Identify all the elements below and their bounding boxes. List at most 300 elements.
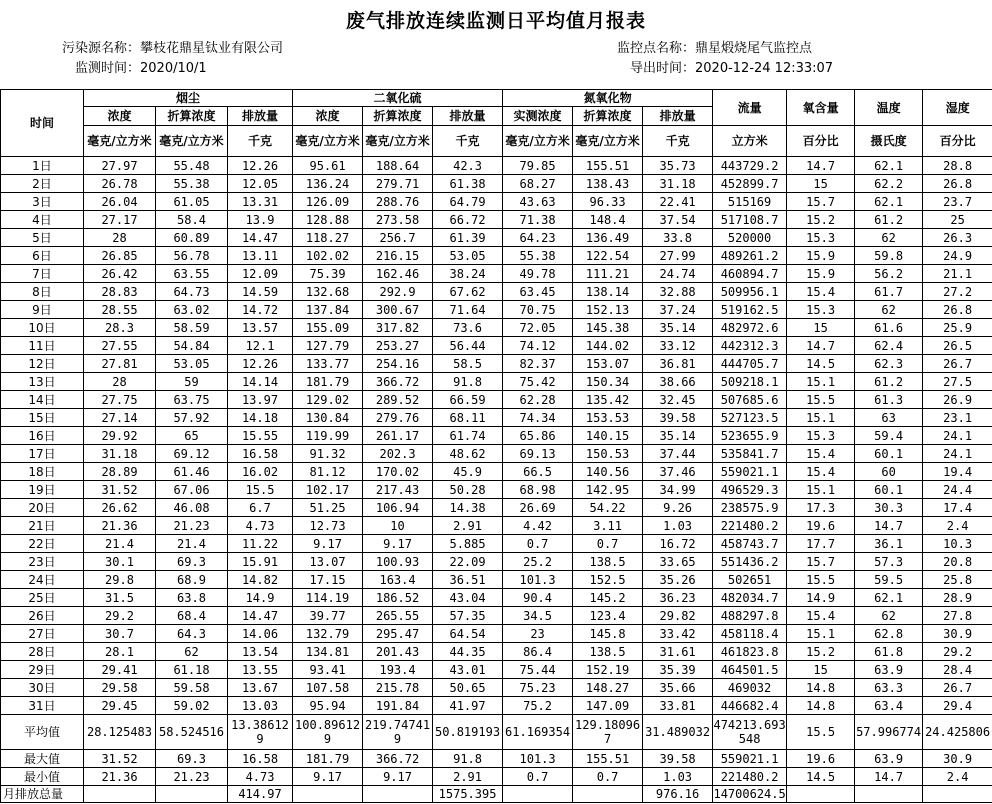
table-cell: 29.58 bbox=[84, 679, 156, 697]
table-cell: 34.99 bbox=[643, 481, 713, 499]
table-cell: 461823.8 bbox=[713, 643, 787, 661]
table-cell: 13.31 bbox=[228, 193, 293, 211]
table-cell: 64.73 bbox=[156, 283, 228, 301]
table-cell: 148.4 bbox=[573, 211, 643, 229]
table-cell: 63.02 bbox=[156, 301, 228, 319]
monitor-point-label: 监控点名称： bbox=[616, 41, 695, 56]
table-cell: 217.43 bbox=[363, 481, 433, 499]
table-cell: 68.11 bbox=[433, 409, 503, 427]
table-cell: 28.1 bbox=[84, 643, 156, 661]
table-cell: 519162.5 bbox=[713, 301, 787, 319]
table-cell: 69.3 bbox=[156, 553, 228, 571]
table-cell: 14.5 bbox=[787, 768, 855, 786]
table-cell: 22.09 bbox=[433, 553, 503, 571]
table-cell: 55.38 bbox=[156, 175, 228, 193]
header-oxygen: 氧含量 bbox=[787, 90, 855, 126]
table-cell: 14.06 bbox=[228, 625, 293, 643]
table-cell: 100.896129 bbox=[293, 715, 363, 750]
header-unit: 百分比 bbox=[923, 126, 992, 157]
table-cell: 49.78 bbox=[503, 265, 573, 283]
export-time-info bbox=[607, 57, 833, 76]
table-cell: 28.8 bbox=[923, 157, 992, 175]
table-cell: 60.89 bbox=[156, 229, 228, 247]
table-row bbox=[1, 427, 992, 445]
table-cell: 2.4 bbox=[923, 517, 992, 535]
table-cell: 28.9 bbox=[923, 589, 992, 607]
table-cell: 46.08 bbox=[156, 499, 228, 517]
table-cell: 33.12 bbox=[643, 337, 713, 355]
table-cell: 27.5 bbox=[923, 373, 992, 391]
table-cell: 21.36 bbox=[84, 517, 156, 535]
row-label: 3日 bbox=[1, 193, 84, 211]
table-cell: 122.54 bbox=[573, 247, 643, 265]
table-cell: 507685.6 bbox=[713, 391, 787, 409]
row-label: 17日 bbox=[1, 445, 84, 463]
table-cell: 27.8 bbox=[923, 607, 992, 625]
table-cell bbox=[855, 786, 923, 803]
table-cell: 15.5 bbox=[787, 571, 855, 589]
table-cell: 59.58 bbox=[156, 679, 228, 697]
row-label: 7日 bbox=[1, 265, 84, 283]
table-row bbox=[1, 229, 992, 247]
table-cell: 56.44 bbox=[433, 337, 503, 355]
table-row bbox=[1, 499, 992, 517]
table-cell: 136.24 bbox=[293, 175, 363, 193]
table-cell: 23.7 bbox=[923, 193, 992, 211]
table-cell: 27.55 bbox=[84, 337, 156, 355]
header-sub: 排放量 bbox=[433, 107, 503, 126]
table-cell: 14.82 bbox=[228, 571, 293, 589]
table-cell: 10 bbox=[363, 517, 433, 535]
table-row bbox=[1, 391, 992, 409]
row-label: 14日 bbox=[1, 391, 84, 409]
table-cell: 45.9 bbox=[433, 463, 503, 481]
row-label: 24日 bbox=[1, 571, 84, 589]
table-cell: 452899.7 bbox=[713, 175, 787, 193]
table-cell: 12.05 bbox=[228, 175, 293, 193]
table-cell: 17.4 bbox=[923, 499, 992, 517]
table-cell: 34.5 bbox=[503, 607, 573, 625]
table-cell: 25.9 bbox=[923, 319, 992, 337]
table-cell: 43.01 bbox=[433, 661, 503, 679]
table-cell: 153.53 bbox=[573, 409, 643, 427]
table-cell: 54.84 bbox=[156, 337, 228, 355]
table-cell: 31.5 bbox=[84, 589, 156, 607]
table-cell: 16.58 bbox=[228, 750, 293, 768]
table-row bbox=[1, 337, 992, 355]
table-cell: 16.58 bbox=[228, 445, 293, 463]
table-cell: 186.52 bbox=[363, 589, 433, 607]
table-cell: 27.97 bbox=[84, 157, 156, 175]
table-cell: 28.55 bbox=[84, 301, 156, 319]
table-row bbox=[1, 553, 992, 571]
table-cell: 261.17 bbox=[363, 427, 433, 445]
table-cell: 30.9 bbox=[923, 625, 992, 643]
table-cell: 23.1 bbox=[923, 409, 992, 427]
table-cell: 61.3 bbox=[855, 391, 923, 409]
table-cell: 63.4 bbox=[855, 697, 923, 715]
table-cell: 15.9 bbox=[787, 265, 855, 283]
table-cell: 60.1 bbox=[855, 445, 923, 463]
table-cell: 15.4 bbox=[787, 463, 855, 481]
table-cell: 559021.1 bbox=[713, 750, 787, 768]
table-cell: 9.17 bbox=[293, 535, 363, 553]
header-unit: 百分比 bbox=[787, 126, 855, 157]
table-cell: 12.26 bbox=[228, 355, 293, 373]
table-cell: 58.59 bbox=[156, 319, 228, 337]
table-cell: 138.14 bbox=[573, 283, 643, 301]
table-cell: 181.79 bbox=[293, 750, 363, 768]
header-unit: 毫克/立方米 bbox=[84, 126, 156, 157]
table-cell: 95.61 bbox=[293, 157, 363, 175]
table-cell: 118.27 bbox=[293, 229, 363, 247]
table-cell: 35.14 bbox=[643, 427, 713, 445]
min-row bbox=[1, 768, 992, 786]
table-cell: 366.72 bbox=[363, 750, 433, 768]
row-label: 6日 bbox=[1, 247, 84, 265]
monitor-time-info bbox=[52, 57, 207, 76]
table-cell: 15.5 bbox=[228, 481, 293, 499]
table-cell: 114.19 bbox=[293, 589, 363, 607]
table-cell: 29.2 bbox=[84, 607, 156, 625]
table-cell: 15.2 bbox=[787, 643, 855, 661]
table-cell: 13.03 bbox=[228, 697, 293, 715]
header-time: 时间 bbox=[1, 90, 84, 157]
row-label: 9日 bbox=[1, 301, 84, 319]
table-cell: 93.41 bbox=[293, 661, 363, 679]
table-cell: 50.65 bbox=[433, 679, 503, 697]
table-cell: 15.7 bbox=[787, 193, 855, 211]
table-cell: 136.49 bbox=[573, 229, 643, 247]
table-cell: 96.33 bbox=[573, 193, 643, 211]
table-cell: 482034.7 bbox=[713, 589, 787, 607]
table-cell: 123.4 bbox=[573, 607, 643, 625]
table-cell: 292.9 bbox=[363, 283, 433, 301]
table-cell: 1.03 bbox=[643, 517, 713, 535]
table-cell: 111.21 bbox=[573, 265, 643, 283]
table-cell: 68.9 bbox=[156, 571, 228, 589]
table-cell: 30.7 bbox=[84, 625, 156, 643]
table-cell: 58.4 bbox=[156, 211, 228, 229]
table-cell: 13.07 bbox=[293, 553, 363, 571]
table-cell: 13.67 bbox=[228, 679, 293, 697]
table-cell: 26.9 bbox=[923, 391, 992, 409]
table-cell: 63 bbox=[855, 409, 923, 427]
table-cell: 279.71 bbox=[363, 175, 433, 193]
table-row bbox=[1, 301, 992, 319]
table-cell: 106.94 bbox=[363, 499, 433, 517]
table-cell: 551436.2 bbox=[713, 553, 787, 571]
table-cell: 317.82 bbox=[363, 319, 433, 337]
row-label: 26日 bbox=[1, 607, 84, 625]
source-info bbox=[52, 37, 283, 56]
table-cell: 27.17 bbox=[84, 211, 156, 229]
table-cell: 68.98 bbox=[503, 481, 573, 499]
row-label: 22日 bbox=[1, 535, 84, 553]
table-cell: 33.81 bbox=[643, 697, 713, 715]
row-label: 29日 bbox=[1, 661, 84, 679]
table-cell: 61.2 bbox=[855, 211, 923, 229]
table-cell: 35.73 bbox=[643, 157, 713, 175]
table-cell: 62.3 bbox=[855, 355, 923, 373]
table-cell: 12.1 bbox=[228, 337, 293, 355]
table-cell: 535841.7 bbox=[713, 445, 787, 463]
table-cell: 68.4 bbox=[156, 607, 228, 625]
header-sub: 排放量 bbox=[643, 107, 713, 126]
header-unit: 毫克/立方米 bbox=[156, 126, 228, 157]
row-label: 28日 bbox=[1, 643, 84, 661]
table-cell: 559021.1 bbox=[713, 463, 787, 481]
table-cell: 41.97 bbox=[433, 697, 503, 715]
monthly-total-row bbox=[1, 786, 992, 803]
row-label: 最大值 bbox=[1, 750, 84, 768]
table-cell: 56.78 bbox=[156, 247, 228, 265]
table-cell: 55.38 bbox=[503, 247, 573, 265]
table-cell: 63.75 bbox=[156, 391, 228, 409]
table-cell: 25.8 bbox=[923, 571, 992, 589]
table-cell: 66.5 bbox=[503, 463, 573, 481]
table-cell: 155.09 bbox=[293, 319, 363, 337]
table-cell: 24.1 bbox=[923, 427, 992, 445]
header-unit: 立方米 bbox=[713, 126, 787, 157]
table-cell: 488297.8 bbox=[713, 607, 787, 625]
table-row bbox=[1, 193, 992, 211]
table-cell: 14.47 bbox=[228, 607, 293, 625]
table-cell: 58.5 bbox=[433, 355, 503, 373]
table-cell: 31.489032 bbox=[643, 715, 713, 750]
table-cell: 62 bbox=[855, 301, 923, 319]
table-cell: 12.09 bbox=[228, 265, 293, 283]
table-cell: 27.75 bbox=[84, 391, 156, 409]
table-cell: 71.38 bbox=[503, 211, 573, 229]
header-sub: 折算浓度 bbox=[156, 107, 228, 126]
table-cell: 9.17 bbox=[293, 768, 363, 786]
table-cell: 15.9 bbox=[787, 247, 855, 265]
row-label: 2日 bbox=[1, 175, 84, 193]
table-cell: 62.2 bbox=[855, 175, 923, 193]
table-cell: 61.7 bbox=[855, 283, 923, 301]
table-cell: 13.9 bbox=[228, 211, 293, 229]
table-row bbox=[1, 535, 992, 553]
table-cell: 32.88 bbox=[643, 283, 713, 301]
table-cell: 26.04 bbox=[84, 193, 156, 211]
table-row bbox=[1, 319, 992, 337]
row-label: 25日 bbox=[1, 589, 84, 607]
table-cell: 39.77 bbox=[293, 607, 363, 625]
table-cell: 142.95 bbox=[573, 481, 643, 499]
row-label: 最小值 bbox=[1, 768, 84, 786]
table-cell: 21.23 bbox=[156, 517, 228, 535]
table-cell: 62.28 bbox=[503, 391, 573, 409]
table-cell: 24.1 bbox=[923, 445, 992, 463]
table-row bbox=[1, 679, 992, 697]
table-cell: 15 bbox=[787, 661, 855, 679]
table-cell: 30.3 bbox=[855, 499, 923, 517]
table-cell: 19.4 bbox=[923, 463, 992, 481]
table-cell: 63.45 bbox=[503, 283, 573, 301]
table-row bbox=[1, 481, 992, 499]
table-row bbox=[1, 373, 992, 391]
table-cell: 17.3 bbox=[787, 499, 855, 517]
table-cell: 279.76 bbox=[363, 409, 433, 427]
table-cell: 15.3 bbox=[787, 301, 855, 319]
table-cell: 443729.2 bbox=[713, 157, 787, 175]
table-cell: 27.2 bbox=[923, 283, 992, 301]
table-cell: 48.62 bbox=[433, 445, 503, 463]
row-label: 30日 bbox=[1, 679, 84, 697]
table-cell: 19.6 bbox=[787, 750, 855, 768]
table-cell: 29.4 bbox=[923, 697, 992, 715]
table-cell: 63.9 bbox=[855, 661, 923, 679]
table-row bbox=[1, 265, 992, 283]
table-cell: 67.06 bbox=[156, 481, 228, 499]
table-cell: 132.68 bbox=[293, 283, 363, 301]
table-cell: 20.8 bbox=[923, 553, 992, 571]
table-cell: 28.3 bbox=[84, 319, 156, 337]
table-cell: 57.996774 bbox=[855, 715, 923, 750]
max-row bbox=[1, 750, 992, 768]
table-cell: 15.2 bbox=[787, 211, 855, 229]
table-cell: 69.3 bbox=[156, 750, 228, 768]
table-cell: 75.2 bbox=[503, 697, 573, 715]
table-cell: 134.81 bbox=[293, 643, 363, 661]
table-cell: 15.3 bbox=[787, 229, 855, 247]
table-cell: 62.1 bbox=[855, 589, 923, 607]
monitor-time-label: 监测时间： bbox=[74, 61, 140, 76]
table-cell: 57.3 bbox=[855, 553, 923, 571]
row-label: 27日 bbox=[1, 625, 84, 643]
table-row bbox=[1, 355, 992, 373]
table-cell: 28.4 bbox=[923, 661, 992, 679]
table-cell: 63.55 bbox=[156, 265, 228, 283]
table-cell: 11.22 bbox=[228, 535, 293, 553]
table-cell bbox=[84, 786, 156, 803]
table-cell: 31.18 bbox=[84, 445, 156, 463]
row-label: 12日 bbox=[1, 355, 84, 373]
row-label: 19日 bbox=[1, 481, 84, 499]
table-cell: 26.8 bbox=[923, 175, 992, 193]
table-cell: 95.94 bbox=[293, 697, 363, 715]
table-cell: 15.3 bbox=[787, 427, 855, 445]
row-label: 23日 bbox=[1, 553, 84, 571]
header-group-dust: 烟尘 bbox=[84, 90, 293, 107]
table-cell: 42.3 bbox=[433, 157, 503, 175]
row-label: 8日 bbox=[1, 283, 84, 301]
header-sub: 浓度 bbox=[293, 107, 363, 126]
table-cell: 79.85 bbox=[503, 157, 573, 175]
table-cell: 62 bbox=[156, 643, 228, 661]
table-cell: 61.169354 bbox=[503, 715, 573, 750]
table-cell: 15.5 bbox=[787, 391, 855, 409]
table-cell: 31.61 bbox=[643, 643, 713, 661]
table-cell: 482972.6 bbox=[713, 319, 787, 337]
table-row bbox=[1, 625, 992, 643]
table-cell: 62 bbox=[855, 229, 923, 247]
table-cell: 150.34 bbox=[573, 373, 643, 391]
table-cell: 2.91 bbox=[433, 768, 503, 786]
table-cell: 81.12 bbox=[293, 463, 363, 481]
table-cell: 62.1 bbox=[855, 193, 923, 211]
table-cell: 153.07 bbox=[573, 355, 643, 373]
table-cell: 61.05 bbox=[156, 193, 228, 211]
table-cell bbox=[503, 786, 573, 803]
table-cell: 202.3 bbox=[363, 445, 433, 463]
table-cell: 489261.2 bbox=[713, 247, 787, 265]
table-row bbox=[1, 517, 992, 535]
table-cell bbox=[156, 786, 228, 803]
table-cell: 24.4 bbox=[923, 481, 992, 499]
header-sub: 排放量 bbox=[228, 107, 293, 126]
table-row bbox=[1, 445, 992, 463]
table-cell: 36.1 bbox=[855, 535, 923, 553]
table-cell: 82.37 bbox=[503, 355, 573, 373]
table-cell: 67.62 bbox=[433, 283, 503, 301]
report-table bbox=[0, 89, 992, 803]
table-cell: 59.02 bbox=[156, 697, 228, 715]
table-cell: 458743.7 bbox=[713, 535, 787, 553]
table-cell: 55.48 bbox=[156, 157, 228, 175]
table-row bbox=[1, 157, 992, 175]
table-cell: 29.41 bbox=[84, 661, 156, 679]
table-cell: 38.66 bbox=[643, 373, 713, 391]
table-cell: 21.4 bbox=[156, 535, 228, 553]
table-cell: 14.5 bbox=[787, 355, 855, 373]
table-cell: 30.1 bbox=[84, 553, 156, 571]
table-cell: 56.2 bbox=[855, 265, 923, 283]
table-cell: 30.9 bbox=[923, 750, 992, 768]
table-cell: 148.27 bbox=[573, 679, 643, 697]
monitor-point-value: 鼎星煅烧尾气监控点 bbox=[695, 41, 813, 56]
table-cell: 0.7 bbox=[503, 768, 573, 786]
table-cell: 1575.395 bbox=[433, 786, 503, 803]
table-cell: 515169 bbox=[713, 193, 787, 211]
table-row bbox=[1, 409, 992, 427]
table-cell: 75.39 bbox=[293, 265, 363, 283]
table-cell: 58.524516 bbox=[156, 715, 228, 750]
table-cell: 43.04 bbox=[433, 589, 503, 607]
table-cell: 54.22 bbox=[573, 499, 643, 517]
table-cell: 502651 bbox=[713, 571, 787, 589]
table-cell: 35.66 bbox=[643, 679, 713, 697]
table-cell: 0.7 bbox=[573, 768, 643, 786]
table-cell: 458118.4 bbox=[713, 625, 787, 643]
table-cell: 5.885 bbox=[433, 535, 503, 553]
table-cell: 253.27 bbox=[363, 337, 433, 355]
table-cell: 62 bbox=[855, 607, 923, 625]
table-cell: 14.38 bbox=[433, 499, 503, 517]
header-sub: 实测浓度 bbox=[503, 107, 573, 126]
table-cell: 17.15 bbox=[293, 571, 363, 589]
table-cell: 68.27 bbox=[503, 175, 573, 193]
table-cell: 460894.7 bbox=[713, 265, 787, 283]
table-cell: 152.19 bbox=[573, 661, 643, 679]
table-cell: 414.97 bbox=[228, 786, 293, 803]
table-cell: 37.54 bbox=[643, 211, 713, 229]
table-cell: 163.4 bbox=[363, 571, 433, 589]
table-cell: 2.4 bbox=[923, 768, 992, 786]
table-cell: 145.38 bbox=[573, 319, 643, 337]
table-cell: 155.51 bbox=[573, 750, 643, 768]
header-group-nox: 氮氧化物 bbox=[503, 90, 713, 107]
table-cell: 442312.3 bbox=[713, 337, 787, 355]
table-cell: 15.1 bbox=[787, 481, 855, 499]
source-label: 污染源名称： bbox=[61, 41, 140, 56]
table-cell: 35.26 bbox=[643, 571, 713, 589]
table-cell: 50.28 bbox=[433, 481, 503, 499]
table-cell: 221480.2 bbox=[713, 517, 787, 535]
table-cell: 26.7 bbox=[923, 355, 992, 373]
row-label: 20日 bbox=[1, 499, 84, 517]
